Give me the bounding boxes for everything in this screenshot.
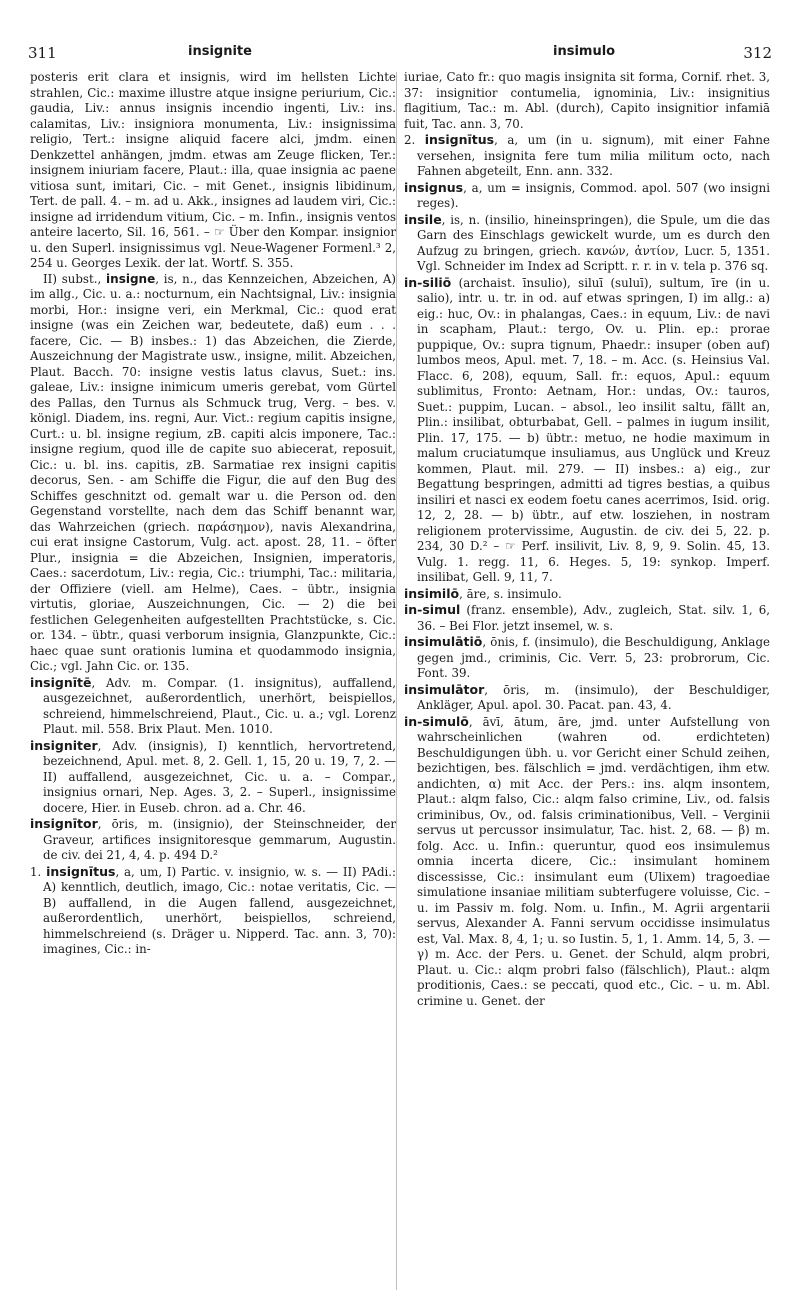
headword: insignītor bbox=[30, 816, 98, 831]
headword: insimilō bbox=[404, 585, 460, 601]
headword: insignītē bbox=[30, 674, 92, 690]
entry-prefix: 2. bbox=[404, 133, 425, 147]
entry-body: , ōris, m. (insimulo), der Beschuldiger, Ankläger, Apul. apol. 30. Pacat. pan. 43, 4. bbox=[417, 682, 770, 712]
entry-prefix: 1. bbox=[30, 864, 47, 879]
entry-insimilo bbox=[404, 586, 770, 603]
entry-body: , āre, s. insimulo. bbox=[459, 586, 562, 601]
entry-insigne bbox=[30, 272, 396, 675]
entry-insile bbox=[404, 212, 770, 275]
entry-body: (archaist. īnsulio), siluī (suluī), sultum, īre (in u. salio), intr. u. tr. in od. auf etwas springen, I) im allg.: a) eig.: huc, Ov.: in phalangas, Caes.: in equum, Liv.: de navi in scapham, Plaut.: tergo, Ov. u. Plin. ep.: prorae puppique, Ov.: supra tignum, Phaedr.: insuper (oben auf) lumbos meos, Apul. met. 7, 18. – m. Acc. (s. Heinsius Val. Flacc. 6, 208), equum, Sall. fr.: equos, Apul.: equum sublimitus, Fronto: Aetnam, Hor.: undas, Ov.: tauros, Suet.: puppim, Lucan. – absol., leo insilit saltu, fällt an, Plin.: insilibat, obturbabat, Gell. – palmes in iugum insilit, Plin. 17, 175. — b) übtr.: metuo, ne hodie maximum in malum cruciatumque insuliamus, aus Unglück und Kreuz kommen, Plaut. mil. 279. — II) insbes.: a) eig., zur Begattung bespringen, admitti ad tigres bestias, a quibus insiliri et nasci ex eodem foetu canes acerrimos, Isid. orig. 12, 2, 28. — b) übtr., auf etw. losziehen, in nostram religionem protervissime, Augustin. de civ. dei 5, 22. p. 234, 30 D.² – ☞ Perf. insilivit, Liv. 8, 9, 9. Solin. 45, 13. Vulg. 1. regg. 11, 6. Heges. 5, 19: synkop. Imperf. insilibat, Gell. 9, 11, 7. bbox=[417, 275, 770, 584]
left-column bbox=[30, 70, 396, 958]
headword: insignītus bbox=[424, 132, 495, 147]
entry-prefix: II) subst., bbox=[43, 271, 107, 286]
entry-insimulator bbox=[404, 682, 770, 714]
entry-continuation: posteris erit clara et insignis, wird im hellsten Lichte strahlen, Cic.: maxime illustre atque insigne periurium, Cic.: gaudia, Liv.: annus insignis incendio ingenti, Liv.: ins. calamitas, Liv.: insigniora monumenta, Liv.: insignissima religio, Tert.: insigne aliquid facere alci, jmdm. einen Denkzettel anhängen, jmdm. etwas am Zeuge flicken, Ter.: insignem iniuriam facere, Plaut.: illa, quae insignia ac paene vitiosa sunt, imitari, Cic. – mit Genet., insignis libidinum, Tert. de pall. 4. – m. ad u. Akk., insignes ad laudem viri, Cic.: insigne ad irridendum vitium, Cic. – m. Infin., insignis ventos anteire lacerto, Sil. 16, 561. – ☞ Über den Kompar. insignior u. den Superl. insignissimus vgl. Neue-Wagener Formenl.³ 2, 254 u. Georges Lexik. der lat. Wortf. S. 355. bbox=[30, 70, 396, 270]
headword: insimulātor bbox=[404, 681, 485, 697]
headword: insigniter bbox=[30, 737, 98, 753]
entry-insignus bbox=[404, 180, 770, 212]
entry-insigniter bbox=[30, 738, 396, 817]
entry-insignitor bbox=[30, 816, 396, 864]
entry-body: , a, um, I) Partic. v. insignio, w. s. — II) PAdi.: A) kenntlich, deutlich, imago, Cic.: notae veritatis, Cic. — B) auffallend, in die Augen fallend, ausgezeichnet, außerordentlich, unerhört, beispiellos, schreiend, himmelschreiend (s. Dräger u. Nipperd. Tac. ann. 3, 70): imagines, Cic.: in- bbox=[43, 864, 396, 956]
entry-body: , a, um (in u. signum), mit einer Fahne versehen, insignita fere tum milia militum octo, nach Fahnen abgeteilt, Enn. ann. 332. bbox=[417, 133, 770, 178]
page-header bbox=[28, 44, 772, 64]
entry-insimul bbox=[404, 602, 770, 634]
guide-word-right: insimulo bbox=[553, 44, 616, 59]
entry-body: , is, n., das Kennzeichen, Abzeichen, A) im allg., Cic. u. a.: nocturnum, ein Nachtsignal, Liv.: insignia morbi, Hor.: insigne veri, ein Merkmal, Cic.: quod erat insigne (was ein Zeichen war, bedeutete, daß) eum . . . facere, Cic. — B) insbes.: 1) das Abzeichen, die Zierde, Auszeichnung der Magistrate usw., insigne, milit. Abzeichen, Plaut. Bacch. 70: insigne vestis latus clavus, Suet.: ins. galeae, Liv.: insigne inimicum umeris gerebat, vom Gürtel des Pallas, den Turnus als Schmuck trug, Verg. – bes. v. königl. Diadem, ins. regni, Aur. Vict.: regium capitis insigne, Curt.: u. bl. insigne regium, zB. capiti alcis imponere, Tac.: insigne regium, quod ille de capite suo abiecerat, reposuit, Cic.: u. bl. ins. capitis, zB. Sarmatiae rex insigni capitis decorus, Sen. - am Schiffe die Figur, die auf den Bug des Schiffes geschnitzt od. gemalt war u. die Person od. den Gegenstand vorstellte, nach dem das Schiff benannt war, das Wahrzeichen (griech. παράσημον), navis Alexandrina, cui erat insigne Castorum, Vulg. act. apost. 28, 11. – öfter Plur., insignia = die Abzeichen, Insignien, imperatoris, Caes.: sacerdotum, Liv.: regia, Cic.: triumphi, Tac.: militaria, der Offiziere (viell. am Helme), Caes. – übtr., insignia virtutis, gloriae, Auszeichnungen, Cic. — 2) die bei festlichen Gelegenheiten aufgestellten Prachtstücke, s. Cic. or. 134. – übtr., quasi verborum insignia, Glanzpunkte, Cic.: haec quae sunt orationis lumina et quodammodo insignia, Cic.; vgl. Jahn Cic. or. 135. bbox=[30, 271, 397, 673]
entry-body: , ōnis, f. (insimulo), die Beschuldigung, Anklage gegen jmd., criminis, Cic. Verr. 5, 23: probrorum, Cic. Font. 39. bbox=[417, 635, 770, 680]
entry-body: (franz. ensemble), Adv., zugleich, Stat. silv. 1, 6, 36. – Bei Flor. jetzt insemel, w. s. bbox=[417, 603, 770, 633]
entry-body: , is, n. (insilio, hineinspringen), die Spule, um die das Garn des Einschlags gewickelt wurde, um es durch den Aufzug zu bringen, griech. κανών, ἀντίον, Lucr. 5, 1351. Vgl. Schneider im Index ad Scriptt. r. r. in v. tela p. 376 sq. bbox=[417, 212, 770, 273]
entry-body: , āvī, ātum, āre, jmd. unter Aufstellung von wahrscheinlichen (wahren od. erdichteten) Beschuldigungen übh. u. vor Gericht einer Schuld zeihen, bezichtigen, bes. fälschlich = jmd. verdächtigen, ihm etw. andichten, α) mit Acc. der Pers.: ins. alqm insontem, Plaut.: alqm falso, Cic.: alqm falso crimine, Liv., od. falsis criminibus, Ov., od. falsis criminationibus, Vell. – Verginii servus ut percussor insimulatur, Tac. hist. 2, 68. — β) m. folg. Acc. u. Infin.: queruntur, quod eos insimulemus omnia incerta dicere, Cic.: insimulant hominem discessisse, Cic.: insimulant eum (Ulixem) tragoediae simulatione insaniae militiam subterfugere voluisse, Cic. – u. im Passiv m. folg. Nom. u. Infin., M. Agrii argentarii servus, Alexander A. Fanni servum occidisse insimulatus est, Val. Max. 8, 4, 1; u. so Iustin. 5, 1, 1. Amm. 14, 5, 3. — γ) m. Acc. der Pers. u. Genet. der Schuld, alqm probri, Plaut. u. Cic.: alqm probri falso (fälschlich), Plaut.: alqm proditionis, Caes.: se peccati, quod etc., Cic. – u. m. Abl. crimine u. Genet. der bbox=[417, 714, 770, 1008]
guide-word-left: insignite bbox=[188, 44, 252, 59]
headword: insile bbox=[404, 211, 442, 227]
entry-insimulatio bbox=[404, 634, 770, 682]
entry-insignitus-1 bbox=[30, 864, 396, 958]
headword: insignus bbox=[404, 179, 464, 195]
column-divider bbox=[396, 72, 397, 1290]
headword: insignītus bbox=[46, 863, 116, 879]
headword: insigne bbox=[106, 271, 156, 286]
headword: in-simul bbox=[404, 602, 461, 617]
entry-insignite bbox=[30, 675, 396, 738]
headword: in-siliō bbox=[404, 274, 452, 290]
entry-body: , ōris, m. (insignio), der Steinschneider, der Graveur, artifices insignitoresque gemmarum, Augustin. de civ. dei 21, 4, 4. p. 494 D.² bbox=[43, 817, 396, 862]
entry-body: , Adv. m. Compar. (1. insignitus), auffallend, ausgezeichnet, außerordentlich, unerhört, beispiellos, schreiend, himmelschreiend, Plaut., Cic. u. a.; vgl. Lorenz Plaut. mil. 558. Brix Plaut. Men. 1010. bbox=[43, 675, 396, 736]
headword: insimulātiō bbox=[404, 634, 483, 649]
entry-insimulo bbox=[404, 714, 770, 1010]
page-number-left: 311 bbox=[28, 44, 57, 62]
headword: in-simulō bbox=[404, 713, 469, 729]
entry-insignitus-2 bbox=[404, 132, 770, 180]
entry-body: , Adv. (insignis), I) kenntlich, hervortretend, bezeichnend, Apul. met. 8, 2. Gell. 1, 15, 20 u. 19, 7, 2. — II) auffallend, ausgezeichnet, Cic. u. a. – Compar., insignius ornari, Nep. Ages. 3, 2. – Superl., insignissime docere, Hier. in Euseb. chron. ad a. Chr. 46. bbox=[43, 738, 396, 815]
entry-body: , a, um = insignis, Commod. apol. 507 (wo insigni reges). bbox=[417, 180, 770, 210]
entry-insilio bbox=[404, 275, 770, 586]
entry-continuation: iuriae, Cato fr.: quo magis insignita sit forma, Cornif. rhet. 3, 37: insignitior contumelia, ignominia, Liv.: insignitius flagitium, Tac.: m. Abl. (durch), Capito insignitior infamiā fuit, Tac. ann. 3, 70. bbox=[404, 70, 770, 131]
page-number-right: 312 bbox=[743, 44, 772, 62]
right-column bbox=[404, 70, 770, 1009]
